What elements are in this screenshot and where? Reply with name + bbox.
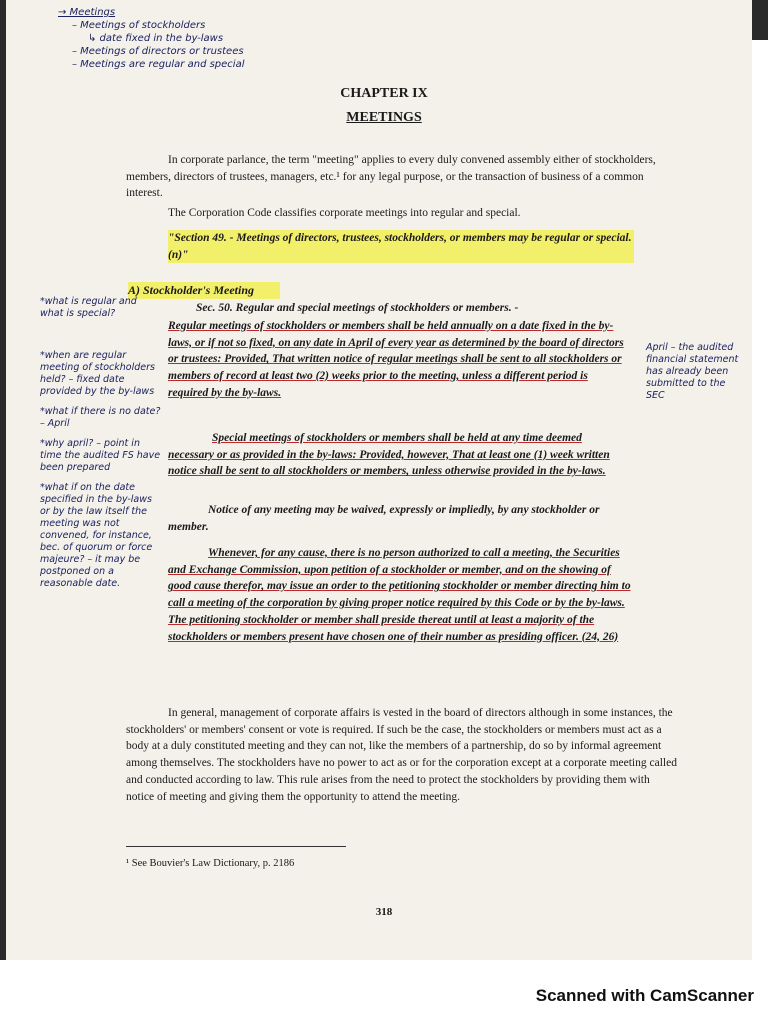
margin-note: *what if on the date specified in the by-laws or by the law itself the meeting was not convened, for instance, bec. of quorum or force majeure? – it may be postponed on a reasonable date. <box>40 482 153 589</box>
intro-classification: The Corporation Code classifies corporate meetings into regular and special. <box>168 207 521 219</box>
section-a-heading: A) Stockholder's Meeting <box>128 282 280 299</box>
top-notes-heading: → Meetings <box>58 7 116 18</box>
intro-paragraph: In corporate parlance, the term "meeting" applies to every duly convened assembly either of stockholders, members, directors of trustees, managers, etc.¹ for any legal purpose, or the transaction of business of a common interest. <box>126 154 656 200</box>
margin-note: *what is regular and what is special? <box>40 296 137 319</box>
chapter-number: CHAPTER IX <box>340 86 428 101</box>
top-handwritten-notes <box>58 6 318 71</box>
general-paragraph: In general, management of corporate affairs is vested in the board of directors although in some instances, the stockholders' or members' consent or vote is required. If such be the case, the stockholders or members must act as a body at a duly constituted meeting and they can not, like the members of a partnership, do so by informal agreement among themselves. The stockholders have no power to act as or for the corporation except at a corporate meeting called and conducted according to law. This rule arises from the need to protect the stockholders by providing them with notice of meeting and giving them the opportunity to attend the meeting. <box>126 707 677 803</box>
scanner-watermark: Scanned with CamScanner <box>535 986 754 1005</box>
left-margin-notes <box>40 296 162 590</box>
top-note-line: – Meetings of stockholders <box>72 20 206 31</box>
footnote: ¹ See Bouvier's Law Dictionary, p. 2186 <box>126 858 295 869</box>
margin-note: *why april? – point in time the audited FS have been prepared <box>40 438 161 473</box>
margin-note: *when are regular meeting of stockholders held? – fixed date provided by the by-laws <box>40 350 155 397</box>
sec-50-title: Sec. 50. Regular and special meetings of stockholders or members. - <box>196 302 519 314</box>
footnote-rule <box>126 846 346 847</box>
regular-meetings-text: Regular meetings of stockholders or members shall be held annually on a date fixed in the by-laws, or if not so fixed, on any date in April of every year as determined by the board of directors or trustees: Provided, That written notice of regular meetings shall be sent to all stockholders or members of record at least two (2) weeks prior to the meeting, unless a different period is required by the by-laws. <box>168 320 624 399</box>
top-note-line: – Meetings of directors or trustees <box>72 46 244 57</box>
scan-edge-right <box>752 0 768 40</box>
page-number: 318 <box>375 906 393 918</box>
whenever-paragraph: Whenever, for any cause, there is no person authorized to call a meeting, the Securities and Exchange Commission, upon petition of a stockholder or member, and on the showing of good cause therefor, may issue an order to the petitioning stockholder or member directing him to call a meeting of the corporation by giving proper notice required by this Code or by the by-laws. The petitioning stockholder or member shall preside thereat until at least a majority of the stockholders or members present have chosen one of their number as presiding officer. (24, 26) <box>168 547 631 643</box>
top-note-line: – Meetings are regular and special <box>72 59 245 70</box>
top-note-line: ↳ date fixed in the by-laws <box>88 33 224 44</box>
chapter-title: MEETINGS <box>346 110 422 125</box>
right-margin-note: April – the audited financial statement has already been submitted to the SEC <box>646 342 739 401</box>
special-meetings-text: Special meetings of stockholders or members shall be held at any time deemed necessary or as provided in the by-laws: Provided, however, That at least one (1) week written notice shall be sent to all stockholders or members, unless otherwise provided in the by-laws. <box>168 432 610 478</box>
section-49-text: "Section 49. - Meetings of directors, trustees, stockholders, or members may be regular or special. (n)" <box>168 230 634 263</box>
notice-waiver-text: Notice of any meeting may be waived, expressly or impliedly, by any stockholder or member. <box>168 504 600 533</box>
margin-note: *what if there is no date? – April <box>40 406 161 429</box>
